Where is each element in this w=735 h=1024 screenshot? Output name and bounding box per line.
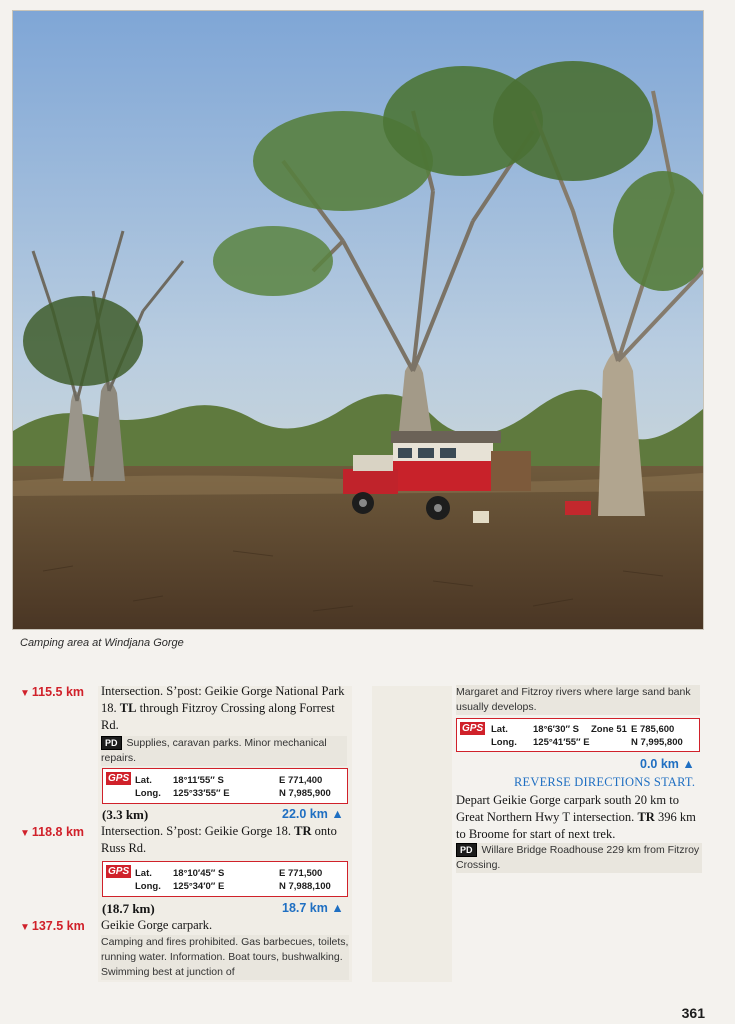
cumulative-distance-zero: 0.0 km ▲ (640, 757, 695, 771)
gps-box-1: GPS Lat. 18°11′55″ S Long. 125°33′55″ E E 771,400 N 7,985,900 (102, 768, 348, 804)
down-triangle-icon: ▼ (20, 922, 30, 933)
entry-km-137: ▼ 137.5 km (20, 919, 85, 933)
facilities-note: Camping and fires prohibited. Gas barbecues, toilets, running water. Information. Boat tours, bushwalking. Swimming best at junction of (101, 936, 349, 978)
entry-km-115: ▼ 115.5 km (20, 685, 85, 699)
entry-instruction: Intersection. S’post: Geikie Gorge 18. TR onto Russ Rd. (101, 824, 337, 855)
gps-box-2: GPS Lat. 18°10′45″ S Long. 125°34′0″ E E 771,500 N 7,988,100 (102, 861, 348, 897)
camping-photo (13, 11, 703, 629)
segment-distance: (3.3 km) (102, 807, 149, 822)
up-triangle-icon: ▲ (682, 757, 695, 771)
pd-badge: PD (456, 843, 477, 857)
cumulative-distance: 18.7 km ▲ (282, 901, 344, 915)
pd-note: PD Willare Bridge Roadhouse 229 km from Fitzroy Crossing. (456, 843, 702, 873)
down-triangle-icon: ▼ (20, 688, 30, 699)
right-column-gutter (372, 686, 452, 982)
down-triangle-icon: ▼ (20, 828, 30, 839)
photo-caption: Camping area at Windjana Gorge (20, 637, 184, 649)
page-number: 361 (681, 1005, 705, 1021)
entry-km-118: ▼ 118.8 km (20, 825, 85, 839)
pd-badge: PD (101, 736, 122, 750)
reverse-directions-heading: REVERSE DIRECTIONS START. (514, 775, 696, 789)
gps-badge: GPS (462, 723, 484, 734)
depart-instruction: Depart Geikie Gorge carpark south 20 km to Great Northern Hwy T intersection. TR 396 km to Broome for start of next trek. (456, 793, 696, 841)
segment-distance: (18.7 km) (102, 901, 155, 916)
cumulative-distance: 22.0 km ▲ (282, 807, 344, 821)
pd-note: PD Supplies, caravan parks. Minor mechanical repairs. (101, 736, 347, 766)
gps-badge: GPS (108, 773, 130, 784)
entry-instruction: Intersection. S’post: Geikie Gorge National Park 18. TL through Fitzroy Crossing along Forrest Rd. (101, 684, 345, 732)
up-triangle-icon: ▲ (331, 901, 344, 915)
entry-instruction: Geikie Gorge carpark. (101, 918, 213, 932)
photo-windjana-gorge (12, 10, 704, 630)
continued-note: Margaret and Fitzroy rivers where large sand bank usually develops. (456, 685, 700, 715)
up-triangle-icon: ▲ (331, 807, 344, 821)
gps-badge: GPS (108, 866, 130, 877)
gps-box-3: GPS Lat. 18°6′30″ S Zone 51 E 785,600 Long. 125°41′55″ E N 7,995,800 (456, 718, 700, 752)
